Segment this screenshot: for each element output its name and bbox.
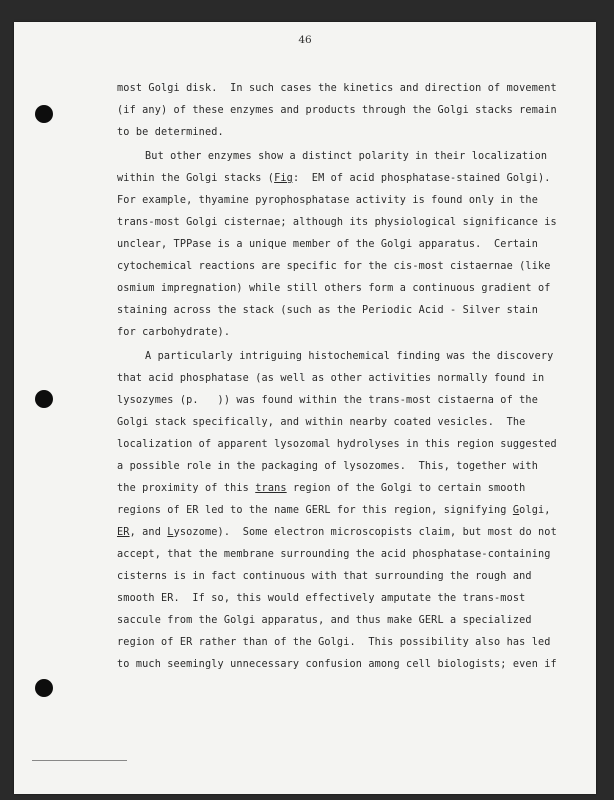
underlined-initial: L: [167, 527, 174, 538]
text-segment: the proximity of this: [117, 483, 256, 494]
text-line: [117, 505, 551, 516]
text-line: lysozymes (p. )) was found within the trans-most cistaerna of the: [117, 395, 538, 406]
page-number: 46: [298, 34, 312, 46]
text-line: osmium impregnation) while still others form a continuous gradient of: [117, 283, 551, 294]
text-line: Golgi stack specifically, and within nearby coated vesicles. The: [117, 417, 526, 428]
text-line: cytochemical reactions are specific for the cis-most cistaernae (like: [117, 261, 551, 272]
text-line: trans-most Golgi cisternae; although its physiological significance is: [117, 217, 557, 228]
text-line: A particularly intriguing histochemical finding was the discovery: [145, 351, 554, 362]
punch-hole-middle: [35, 390, 53, 408]
text-line: to be determined.: [117, 127, 224, 138]
text-line: [117, 173, 551, 184]
text-segment: , and: [129, 527, 168, 538]
text-line: unclear, TPPase is a unique member of the Golgi apparatus. Certain: [117, 239, 538, 250]
text-line: most Golgi disk. In such cases the kinetics and direction of movement: [117, 83, 557, 94]
text-segment: : EM of acid phosphatase-stained Golgi).: [292, 173, 551, 184]
text-line: (if any) of these enzymes and products through the Golgi stacks remain: [117, 105, 557, 116]
document-page: [14, 22, 596, 794]
text-line: that acid phosphatase (as well as other activities normally found in: [117, 373, 545, 384]
punch-hole-bottom: [35, 679, 53, 697]
text-line: region of ER rather than of the Golgi. This possibility also has led: [117, 637, 551, 648]
text-line: localization of apparent lysozomal hydrolyses in this region suggested: [117, 439, 557, 450]
text-segment: ysozome). Some electron microscopists claim, but most do not: [173, 527, 557, 538]
fig-reference: Fig: [274, 173, 293, 184]
text-line: smooth ER. If so, this would effectively amputate the trans-most: [117, 593, 526, 604]
text-line: For example, thyamine pyrophosphatase activity is found only in the: [117, 195, 538, 206]
underlined-term: trans: [255, 483, 287, 494]
text-segment: regions of ER led to the name GERL for this region, signifying: [117, 505, 513, 516]
text-segment: region of the Golgi to certain smooth: [286, 483, 526, 494]
text-line: But other enzymes show a distinct polarity in their localization: [145, 151, 548, 162]
text-line: [117, 527, 557, 538]
text-segment: olgi,: [519, 505, 551, 516]
text-line: saccule from the Golgi apparatus, and thus make GERL a specialized: [117, 615, 532, 626]
text-line: [117, 483, 525, 494]
punch-hole-top: [35, 105, 53, 123]
text-line: accept, that the membrane surrounding the acid phosphatase-containing: [117, 549, 551, 560]
text-segment: within the Golgi stacks (: [117, 173, 275, 184]
underlined-initial: ER: [117, 527, 130, 538]
footnote-rule: [32, 760, 127, 761]
text-line: cisterns is in fact continuous with that surrounding the rough and: [117, 571, 532, 582]
text-line: for carbohydrate).: [117, 327, 231, 338]
text-line: a possible role in the packaging of lysozomes. This, together with: [117, 461, 538, 472]
text-line: staining across the stack (such as the Periodic Acid - Silver stain: [117, 305, 538, 316]
text-line: to much seemingly unnecessary confusion among cell biologists; even if: [117, 659, 557, 670]
underlined-initial: G: [512, 505, 520, 516]
